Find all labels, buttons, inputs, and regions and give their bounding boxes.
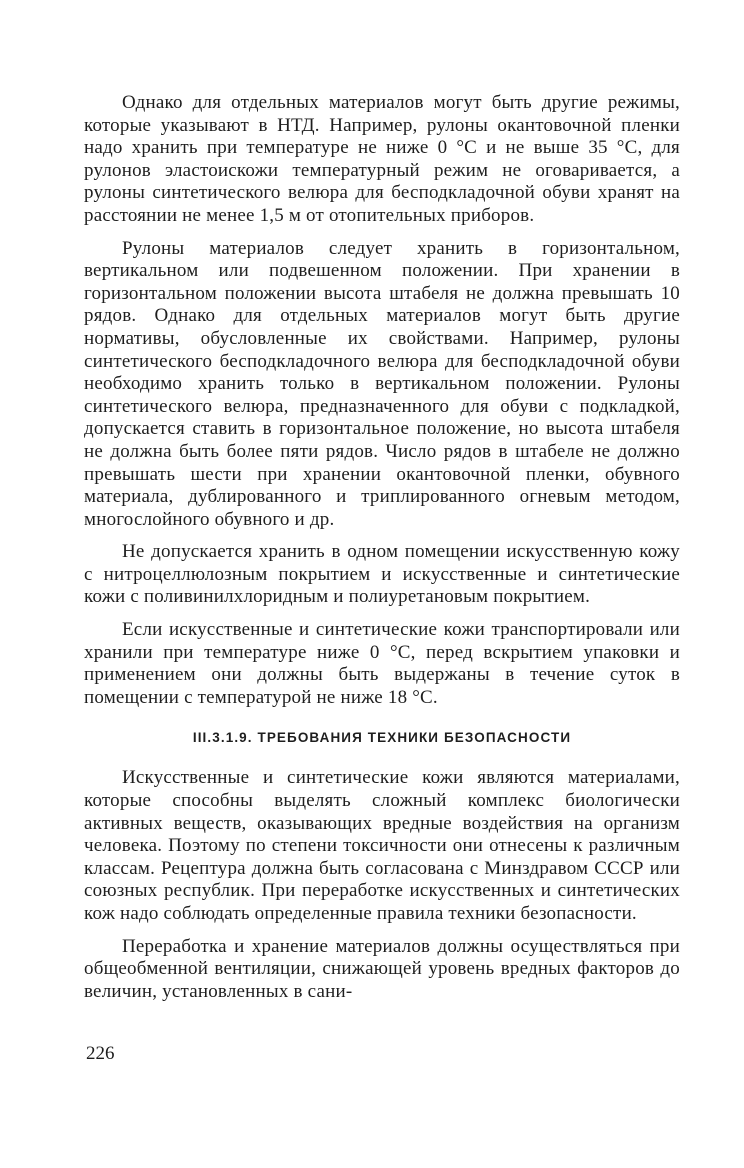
paragraph-separate-storage: Не допускается хранить в одном помещении искусственную кожу с нитроцеллюлозным покрытием и искусственные и синтетические кожи с поливинилхлоридным и полиуретановым покрытием. xyxy=(84,541,680,608)
paragraph-low-temperature: Если искусственные и синтетические кожи транспортировали или хранили при температуре ниже 0 °С, перед вскрытием упаковки и применением они должны быть выдержаны в течение суток в помещении с температурой не ниже 18 °С. xyxy=(84,619,680,708)
paragraph-toxicity: Искусственные и синтетические кожи являются материалами, которые способны выделять сложный комплекс биологически активных веществ, оказывающих вредные воздействия на организм человека. Поэтому по степени токсичности они отнесены к различным классам. Рецептура должна быть согласована с Минздравом СССР или союзных республик. При переработке искусственных и синтетических кож надо соблюдать определенные правила техники безопасности. xyxy=(84,767,680,924)
paragraph-storage-regimes: Однако для отдельных материалов могут быть другие режимы, которые указывают в НТД. Например, рулоны окантовочной пленки надо хранить при температуре не ниже 0 °С и не выше 35 °С, для рулонов эластоискожи температурный режим не оговаривается, а рулоны синтетического велюра для бесподкладочной обуви хранят на расстоянии не менее 1,5 м от отопительных приборов. xyxy=(84,92,680,226)
page-body xyxy=(84,92,680,1003)
section-heading: III.3.1.9. ТРЕБОВАНИЯ ТЕХНИКИ БЕЗОПАСНОСТИ xyxy=(192,730,572,746)
paragraph-roll-positions: Рулоны материалов следует хранить в горизонтальном, вертикальном или подвешенном положении. При хранении в горизонтальном положении высота штабеля не должна превышать 10 рядов. Однако для отдельных материалов могут быть другие нормативы, обусловленные их свойствами. Например, рулоны синтетического бесподкладочного велюра для бесподкладочной обуви необходимо хранить только в вертикальном положении. Рулоны синтетического велюра, предназначенного для обуви с подкладкой, допускается ставить в горизонтальное положение, но высота штабеля не должна быть более пяти рядов. Число рядов в штабеле не должно превышать шести при хранении окантовочной пленки, обувного материала, дублированного и триплированного огневым методом, многослойного обувного и др. xyxy=(84,237,680,530)
paragraph-ventilation: Переработка и хранение материалов должны осуществляться при общеобменной вентиляции, снижающей уровень вредных факторов до величин, установленных в сани- xyxy=(84,935,680,1002)
page-number: 226 xyxy=(86,1043,115,1064)
